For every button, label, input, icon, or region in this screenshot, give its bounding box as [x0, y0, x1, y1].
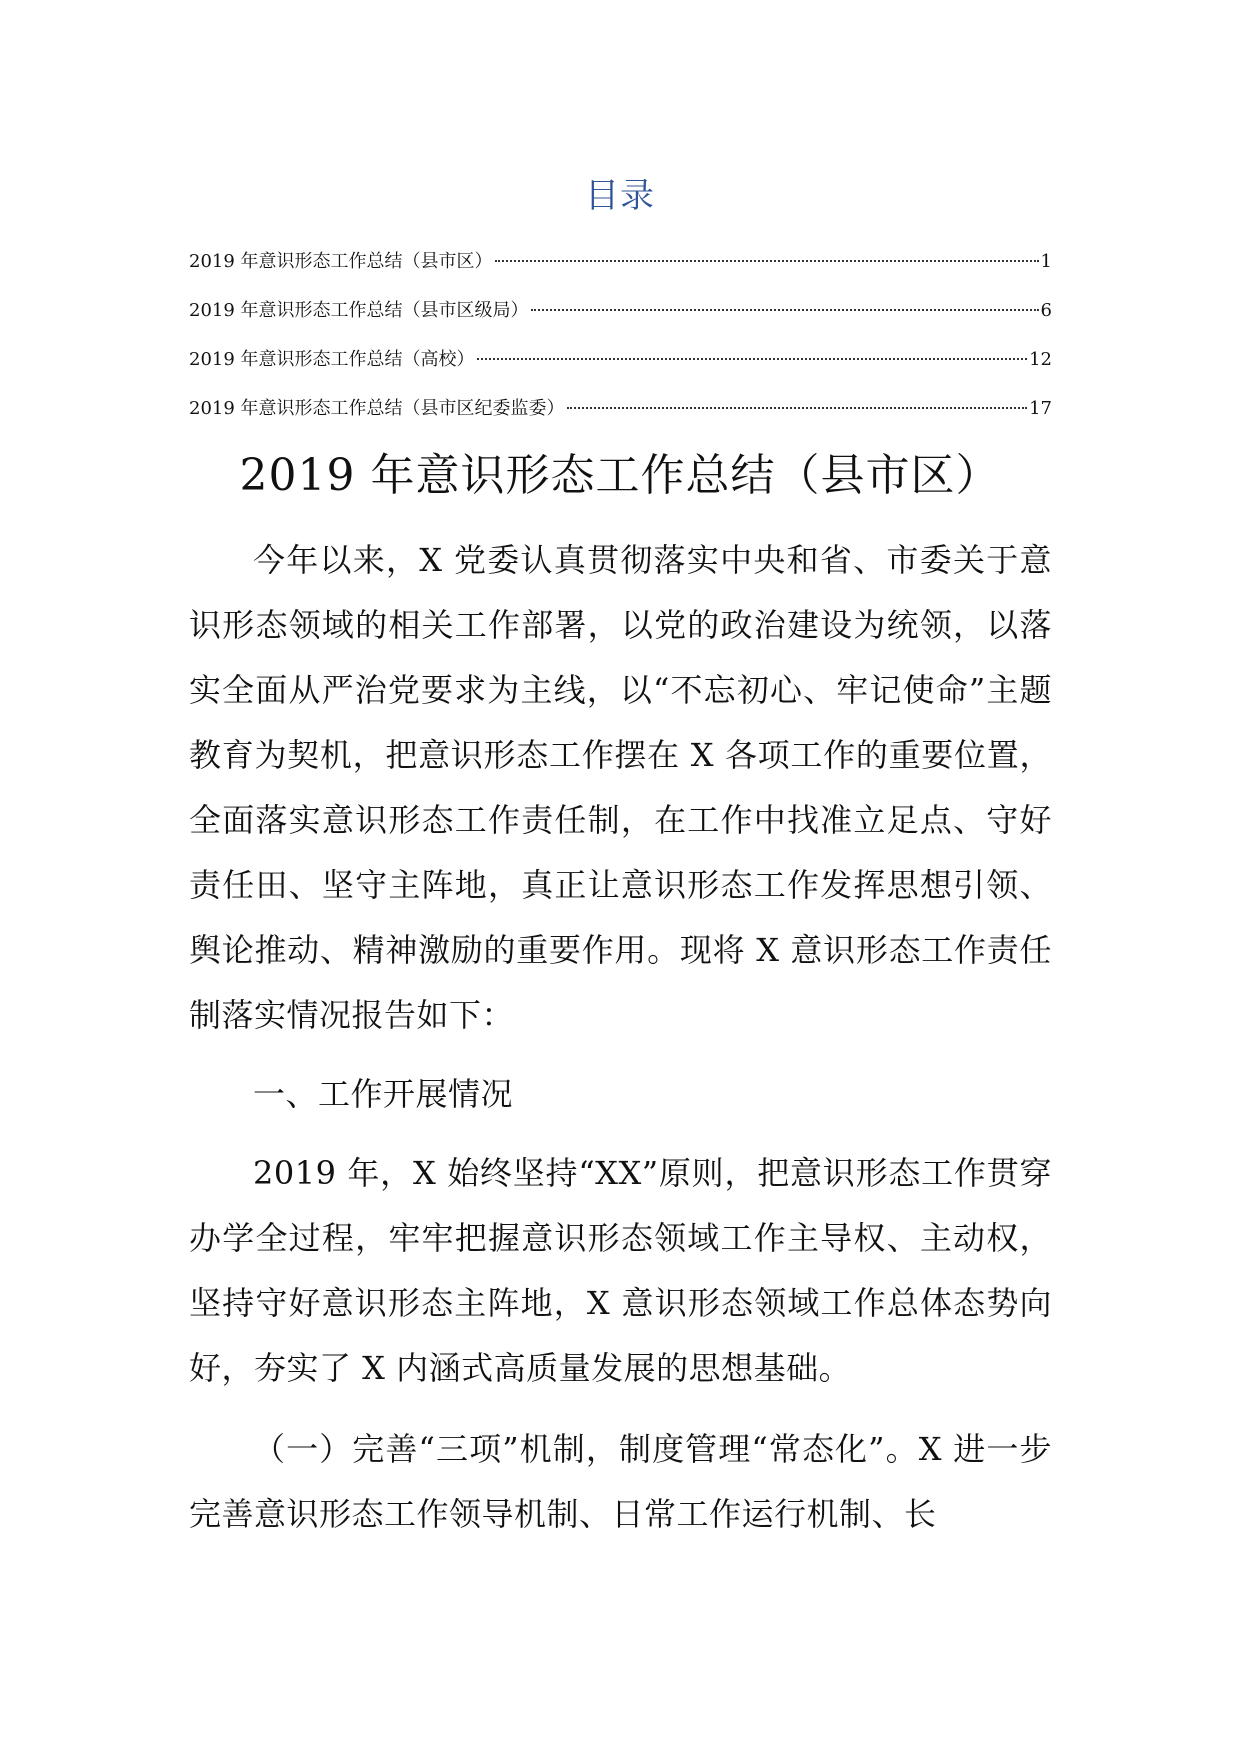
toc-entry-text: 2019 年意识形态工作总结（县市区纪委监委）: [189, 398, 565, 419]
toc-page-number: 1: [1040, 251, 1052, 272]
document-body: [189, 528, 1052, 1547]
toc-page-number: 12: [1029, 349, 1052, 370]
toc-entry[interactable]: [189, 346, 1052, 395]
toc-entry-text: 2019 年意识形态工作总结（高校）: [189, 349, 475, 370]
toc-title: 目录: [585, 176, 655, 216]
table-of-contents: [189, 248, 1052, 444]
toc-entry-text: 2019 年意识形态工作总结（县市区级局）: [189, 300, 529, 321]
toc-entry[interactable]: [189, 297, 1052, 346]
toc-leader-dots: [567, 407, 1028, 409]
section-heading: 一、工作开展情况: [253, 1075, 514, 1113]
toc-entry-text: 2019 年意识形态工作总结（县市区）: [189, 251, 493, 272]
body-paragraph: 2019 年，X 始终坚持“XX”原则，把意识形态工作贯穿办学全过程，牢牢把握意识形态领域工作主导权、主动权，坚持守好意识形态主阵地，X 意识形态领域工作总体态势向好，夯实了 X 内涵式高质量发展的思想基础。: [189, 1154, 1052, 1387]
toc-entry[interactable]: [189, 248, 1052, 297]
intro-paragraph: 今年以来，X 党委认真贯彻落实中央和省、市委关于意识形态领域的相关工作部署，以党的政治建设为统领，以落实全面从严治党要求为主线，以“不忘初心、牢记使命”主题教育为契机，把意识形态工作摆在 X 各项工作的重要位置，全面落实意识形态工作责任制，在工作中找准立足点、守好责任田、坚守主阵地，真正让意识形态工作发挥思想引领、舆论推动、精神激励的重要作用。现将 X 意识形态工作责任制落实情况报告如下：: [189, 541, 1052, 1034]
toc-leader-dots: [495, 260, 1039, 262]
toc-entry[interactable]: [189, 395, 1052, 444]
toc-leader-dots: [531, 309, 1039, 311]
toc-page-number: 6: [1040, 300, 1052, 321]
document-title: 2019 年意识形态工作总结（县市区）: [239, 450, 1001, 501]
toc-page-number: 17: [1029, 398, 1052, 419]
toc-leader-dots: [477, 358, 1028, 360]
subsection-paragraph: （一）完善“三项”机制，制度管理“常态化”。X 进一步完善意识形态工作领导机制、日常工作运行机制、长: [189, 1430, 1052, 1533]
